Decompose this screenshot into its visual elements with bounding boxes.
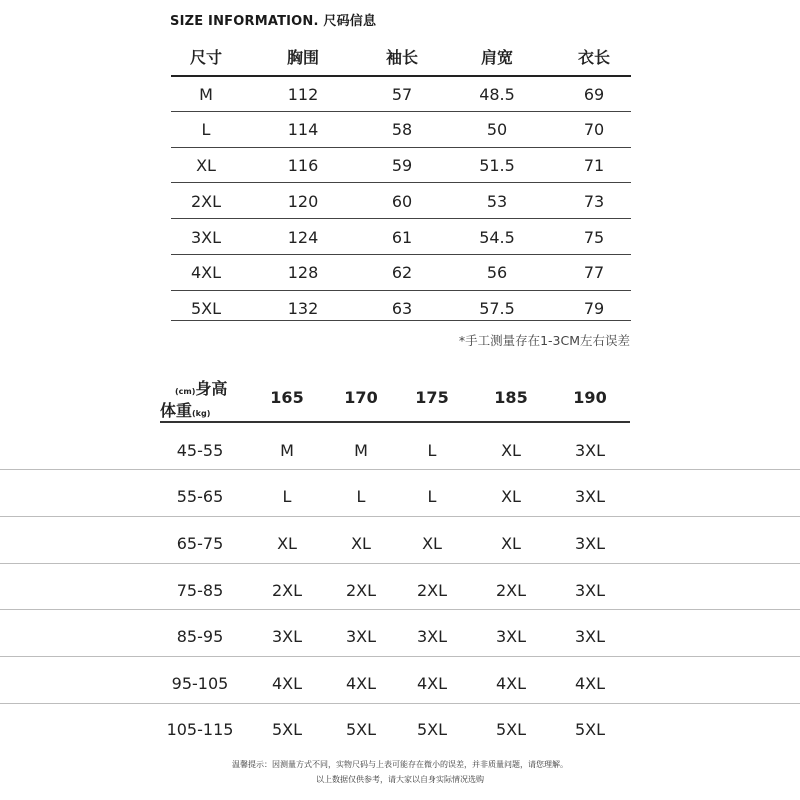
recommended-size-cell: L — [356, 487, 366, 506]
size-cell: 75 — [583, 228, 605, 247]
footer-note-line2: 以上数据仅供参考，请大家以自身实际情况选购 — [316, 775, 484, 784]
height-label — [175, 376, 227, 399]
size-cell: 62 — [391, 263, 413, 282]
recommended-size-cell: 5XL — [574, 720, 606, 739]
size-table-row — [171, 112, 631, 148]
recommendation-row-divider — [0, 516, 800, 517]
recommended-size-cell: 5XL — [271, 720, 303, 739]
size-cell: 51.5 — [479, 156, 515, 175]
size-header-cell: 尺寸 — [189, 48, 223, 67]
size-cell: 60 — [391, 192, 413, 211]
recommended-size-cell: XL — [501, 441, 521, 460]
size-header-cell: 胸围 — [286, 48, 320, 67]
recommended-size-cell: M — [280, 441, 294, 460]
size-table-row — [171, 184, 631, 220]
size-table-divider — [171, 182, 631, 183]
recommended-size-cell: L — [282, 487, 292, 506]
recommended-size-cell: 4XL — [271, 674, 303, 693]
size-table-divider — [171, 320, 631, 321]
size-table-header — [171, 40, 631, 76]
recommended-size-cell: 3XL — [416, 627, 448, 646]
size-cell: 114 — [287, 120, 319, 139]
size-table-row — [171, 220, 631, 256]
size-cell: 79 — [583, 299, 605, 318]
header-divider — [160, 421, 630, 423]
size-table-divider — [171, 290, 631, 291]
height-column-header: 165 — [270, 388, 304, 407]
recommended-size-cell: 3XL — [574, 487, 606, 506]
size-cell: 124 — [287, 228, 319, 247]
size-cell: 116 — [287, 156, 319, 175]
size-table-divider — [171, 75, 631, 77]
measurement-note: *手工测量存在1-3CM左右误差 — [458, 333, 630, 348]
height-column-header: 170 — [344, 388, 378, 407]
recommended-size-cell: 3XL — [574, 581, 606, 600]
recommended-size-cell: 5XL — [416, 720, 448, 739]
recommended-size-cell: 3XL — [271, 627, 303, 646]
size-cell: 2XL — [190, 192, 222, 211]
size-table-divider — [171, 218, 631, 219]
recommendation-row — [0, 431, 800, 471]
recommended-size-cell: 5XL — [495, 720, 527, 739]
size-cell: 120 — [287, 192, 319, 211]
size-table-divider — [171, 111, 631, 112]
weight-range-cell: 65-75 — [176, 534, 224, 553]
recommended-size-cell: XL — [501, 534, 521, 553]
size-cell: 70 — [583, 120, 605, 139]
size-cell: L — [201, 120, 211, 139]
recommended-size-cell: XL — [501, 487, 521, 506]
recommendation-row — [0, 710, 800, 750]
size-cell: 63 — [391, 299, 413, 318]
size-table-row — [171, 148, 631, 184]
size-cell: 53 — [486, 192, 508, 211]
size-header-cell: 衣长 — [577, 48, 611, 67]
recommended-size-cell: 2XL — [416, 581, 448, 600]
size-cell: 132 — [287, 299, 319, 318]
height-column-header: 175 — [415, 388, 449, 407]
recommended-size-cell: XL — [277, 534, 297, 553]
weight-range-cell: 85-95 — [176, 627, 224, 646]
size-cell: XL — [196, 156, 216, 175]
recommended-size-cell: XL — [351, 534, 371, 553]
recommendation-row-divider — [0, 656, 800, 657]
size-cell: 77 — [583, 263, 605, 282]
size-header-cell: 袖长 — [385, 48, 419, 67]
recommended-size-cell: 4XL — [345, 674, 377, 693]
recommended-size-cell: 2XL — [495, 581, 527, 600]
size-cell: 59 — [391, 156, 413, 175]
size-cell: 57 — [391, 85, 413, 104]
recommended-size-cell: L — [427, 487, 437, 506]
recommended-size-cell: 2XL — [271, 581, 303, 600]
size-table-row — [171, 291, 631, 327]
weight-range-cell: 55-65 — [176, 487, 224, 506]
size-cell: 58 — [391, 120, 413, 139]
size-cell: 4XL — [190, 263, 222, 282]
height-column-header: 185 — [494, 388, 528, 407]
size-header-cell: 肩宽 — [480, 48, 514, 67]
height-column-header: 190 — [573, 388, 607, 407]
recommended-size-cell: XL — [422, 534, 442, 553]
recommendation-row — [0, 524, 800, 564]
size-table-divider — [171, 254, 631, 255]
recommended-size-cell: 3XL — [345, 627, 377, 646]
recommended-size-cell: M — [354, 441, 368, 460]
recommended-size-cell: 4XL — [495, 674, 527, 693]
size-cell: 57.5 — [479, 299, 515, 318]
recommended-size-cell: 2XL — [345, 581, 377, 600]
weight-range-cell: 75-85 — [176, 581, 224, 600]
height-label-text: 身高 — [195, 379, 228, 398]
recommendation-row — [0, 571, 800, 611]
recommended-size-cell: 3XL — [574, 534, 606, 553]
size-cell: 54.5 — [479, 228, 515, 247]
recommendation-row — [0, 617, 800, 657]
recommended-size-cell: 4XL — [416, 674, 448, 693]
size-cell: M — [199, 85, 213, 104]
recommendation-row-divider — [0, 703, 800, 704]
recommended-size-cell: 3XL — [495, 627, 527, 646]
size-cell: 61 — [391, 228, 413, 247]
weight-label — [160, 398, 210, 421]
recommended-size-cell: L — [427, 441, 437, 460]
size-table-row — [171, 77, 631, 113]
size-cell: 69 — [583, 85, 605, 104]
weight-unit: (kg) — [192, 409, 211, 418]
recommended-size-cell: 4XL — [574, 674, 606, 693]
weight-range-cell: 105-115 — [166, 720, 234, 739]
size-cell: 73 — [583, 192, 605, 211]
footer-note-line1: 温馨提示：因测量方式不同，实物尺码与上表可能存在微小的误差，并非质量问题，请您理解。 — [232, 760, 568, 769]
size-cell: 50 — [486, 120, 508, 139]
size-cell: 71 — [583, 156, 605, 175]
size-cell: 56 — [486, 263, 508, 282]
size-cell: 128 — [287, 263, 319, 282]
recommended-size-cell: 3XL — [574, 627, 606, 646]
recommendation-row-divider — [0, 563, 800, 564]
recommendation-row — [0, 664, 800, 704]
size-cell: 48.5 — [479, 85, 515, 104]
recommendation-row-divider — [0, 469, 800, 470]
height-unit: (cm) — [175, 387, 196, 396]
size-cell: 5XL — [190, 299, 222, 318]
recommendation-row — [0, 477, 800, 517]
recommendation-row-divider — [0, 609, 800, 610]
size-cell: 112 — [287, 85, 319, 104]
recommended-size-cell: 5XL — [345, 720, 377, 739]
size-table-row — [171, 255, 631, 291]
size-cell: 3XL — [190, 228, 222, 247]
size-table-divider — [171, 147, 631, 148]
size-info-title: SIZE INFORMATION. 尺码信息 — [170, 14, 377, 29]
weight-range-cell: 45-55 — [176, 441, 224, 460]
recommendation-header — [0, 372, 800, 422]
recommended-size-cell: 3XL — [574, 441, 606, 460]
weight-label-text: 体重 — [160, 401, 193, 420]
weight-range-cell: 95-105 — [171, 674, 229, 693]
